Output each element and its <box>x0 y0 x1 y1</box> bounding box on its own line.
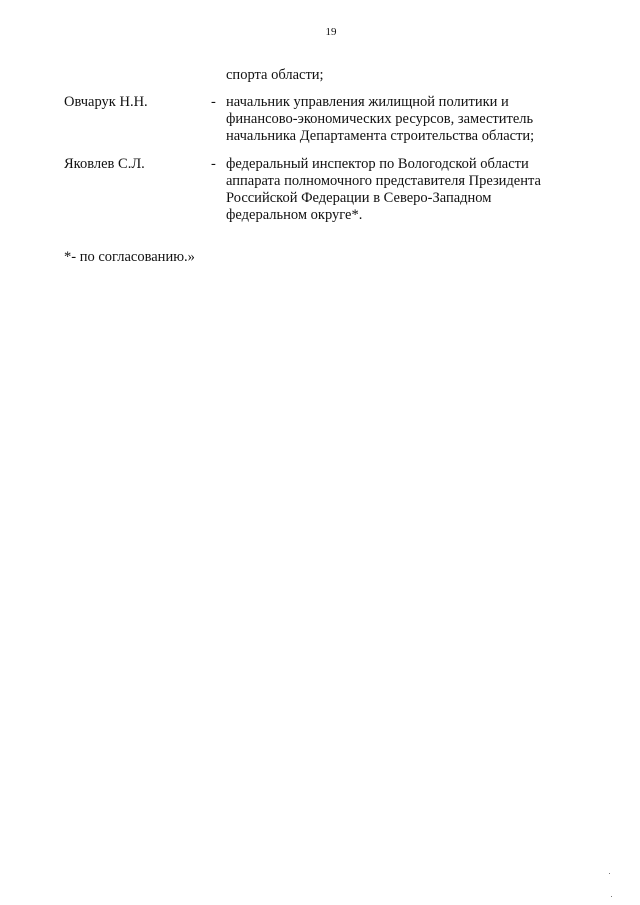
member-role-line: Российской Федерации в Северо-Западном <box>226 190 492 206</box>
member-dash: - <box>211 156 216 172</box>
member-role-line: федеральный инспектор по Вологодской области <box>226 156 529 172</box>
member-name: Яковлев С.Л. <box>64 156 145 172</box>
member-role-line: начальника Департамента строительства области; <box>226 128 535 144</box>
member-role <box>226 94 571 145</box>
member-role <box>226 156 571 224</box>
footnote: *- по согласованию.» <box>64 249 195 265</box>
scan-speck <box>609 873 610 874</box>
page-number: 19 <box>325 26 337 38</box>
member-role-line: аппарата полномочного представителя Президента <box>226 173 541 189</box>
scan-speck <box>611 896 612 897</box>
member-role-line: федеральном округе*. <box>226 207 363 223</box>
member-role-line: начальник управления жилищной политики и <box>226 94 509 110</box>
member-dash: - <box>211 94 216 110</box>
continuation-line: спорта области; <box>226 67 324 83</box>
member-name: Овчарук Н.Н. <box>64 94 148 110</box>
member-role-line: финансово-экономических ресурсов, заместитель <box>226 111 534 127</box>
